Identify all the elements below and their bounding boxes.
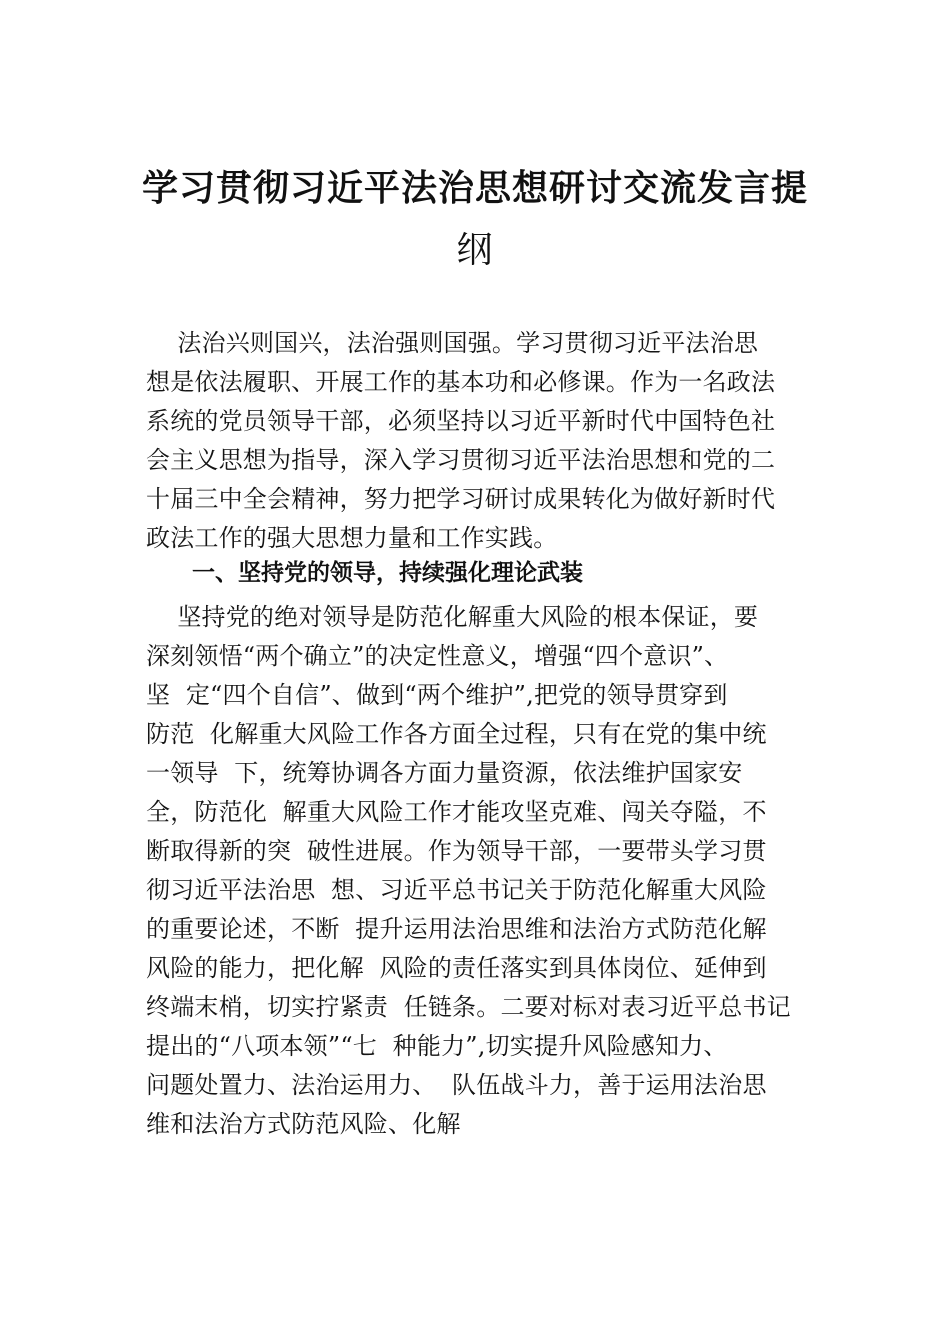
paragraph-line: 风险的能力，把化解 风险的责任落实到具体岗位、延伸到 [146, 954, 767, 982]
paragraph-line: 的重要论述，不断 提升运用法治思维和法治方式防范化解 [146, 915, 767, 943]
paragraph-line: 彻习近平法治思 想、习近平总书记关于防范化解重大风险 [146, 876, 767, 904]
document-title-continued: 纲 [456, 230, 494, 271]
paragraph-line: 深刻领悟“两个确立”的决定性意义，增强“四个意识”、 [146, 642, 729, 670]
paragraph-line: 全，防范化 解重大风险工作才能攻坚克难、闯关夺隘，不 [146, 798, 767, 826]
paragraph-line: 问题处置力、法治运用力、 队伍战斗力，善于运用法治思 [146, 1071, 767, 1099]
paragraph-line: 断取得新的突 破性进展。作为领导干部，一要带头学习贯 [146, 837, 767, 865]
paragraph-line: 坚持党的绝对领导是防范化解重大风险的根本保证，要 [146, 603, 759, 631]
paragraph-line: 坚 定“四个自信”、做到“两个维护”,把党的领导贯穿到 [146, 681, 728, 709]
paragraph-line: 会主义思想为指导，深入学习贯彻习近平法治思想和党的二 [146, 446, 776, 474]
paragraph-line: 想是依法履职、开展工作的基本功和必修课。作为一名政法 [146, 368, 776, 396]
paragraph-line: 十届三中全会精神，努力把学习研讨成果转化为做好新时代 [146, 485, 776, 513]
paragraph-line: 法治兴则国兴，法治强则国强。学习贯彻习近平法治思 [146, 329, 759, 357]
paragraph-line: 系统的党员领导干部，必须坚持以习近平新时代中国特色社 [146, 407, 776, 435]
paragraph-line: 终端末梢，切实拧紧责 任链条。二要对标对表习近平总书记 [146, 993, 791, 1021]
document-title: 学习贯彻习近平法治思想研讨交流发言提 [141, 168, 808, 209]
paragraph-line: 政法工作的强大思想力量和工作实践。 [146, 524, 558, 552]
paragraph-line: 一领导 下，统筹协调各方面力量资源，依法维护国家安 [146, 759, 743, 787]
section-heading: 一、坚持党的领导，持续强化理论武装 [192, 560, 583, 586]
paragraph-line: 提出的“八项本领”“七 种能力”,切实提升风险感知力、 [146, 1032, 728, 1060]
paragraph-line: 防范 化解重大风险工作各方面全过程，只有在党的集中统 [146, 720, 767, 748]
paragraph-line: 维和法治方式防范风险、化解 [146, 1110, 461, 1138]
